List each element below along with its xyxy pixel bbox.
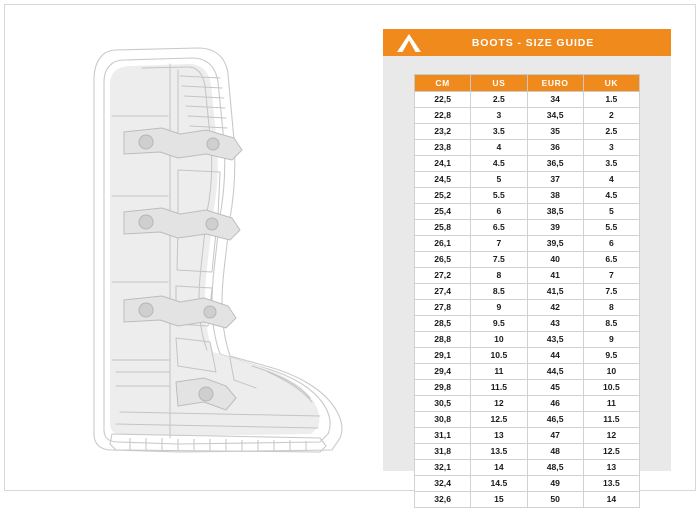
table-row [415,428,640,444]
table-cell: 10 [471,332,527,348]
table-row [415,188,640,204]
table-cell: 42 [527,300,583,316]
table-cell: 9 [471,300,527,316]
table-cell: 2.5 [583,124,639,140]
table-cell: 15 [471,492,527,508]
table-cell: 8.5 [583,316,639,332]
table-cell: 7 [583,268,639,284]
table-cell: 29,4 [415,364,471,380]
table-row [415,268,640,284]
table-row [415,172,640,188]
table-cell: 50 [527,492,583,508]
table-cell: 23,8 [415,140,471,156]
table-cell: 23,2 [415,124,471,140]
table-cell: 27,8 [415,300,471,316]
guide-title: BOOTS - SIZE GUIDE [471,36,595,49]
column-header-uk: UK [583,75,639,92]
table-cell: 11 [471,364,527,380]
table-row [415,300,640,316]
table-cell: 14.5 [471,476,527,492]
table-cell: 22,8 [415,108,471,124]
table-cell: 44 [527,348,583,364]
table-row [415,92,640,108]
table-cell: 9.5 [471,316,527,332]
table-cell: 47 [527,428,583,444]
table-row [415,412,640,428]
table-row [415,396,640,412]
table-row [415,124,640,140]
table-cell: 13 [471,428,527,444]
table-cell: 1.5 [583,92,639,108]
table-cell: 31,8 [415,444,471,460]
table-cell: 22,5 [415,92,471,108]
table-cell: 9.5 [583,348,639,364]
table-cell: 8 [583,300,639,316]
table-cell: 48,5 [527,460,583,476]
table-cell: 48 [527,444,583,460]
table-cell: 13 [583,460,639,476]
table-cell: 6 [471,204,527,220]
size-guide-header [383,29,671,56]
table-cell: 14 [471,460,527,476]
table-cell: 5 [471,172,527,188]
table-cell: 11 [583,396,639,412]
table-cell: 4.5 [583,188,639,204]
table-cell: 41 [527,268,583,284]
table-cell: 6.5 [583,252,639,268]
size-table-body [415,92,640,508]
table-row [415,492,640,508]
table-row [415,204,640,220]
table-cell: 36 [527,140,583,156]
table-cell: 3 [471,108,527,124]
table-cell: 11.5 [583,412,639,428]
table-cell: 45 [527,380,583,396]
table-cell: 34,5 [527,108,583,124]
table-cell: 10.5 [583,380,639,396]
table-cell: 32,6 [415,492,471,508]
table-cell: 29,8 [415,380,471,396]
table-cell: 3 [583,140,639,156]
table-cell: 7.5 [583,284,639,300]
table-cell: 39 [527,220,583,236]
table-cell: 6.5 [471,220,527,236]
table-cell: 7 [471,236,527,252]
table-row [415,284,640,300]
table-row [415,220,640,236]
table-cell: 7.5 [471,252,527,268]
table-cell: 37 [527,172,583,188]
table-row [415,236,640,252]
table-row [415,380,640,396]
table-cell: 27,2 [415,268,471,284]
table-cell: 43,5 [527,332,583,348]
table-row [415,332,640,348]
table-cell: 49 [527,476,583,492]
table-cell: 44,5 [527,364,583,380]
table-row [415,444,640,460]
table-cell: 12 [471,396,527,412]
table-cell: 43 [527,316,583,332]
table-cell: 32,1 [415,460,471,476]
table-row [415,156,640,172]
table-row [415,252,640,268]
table-cell: 27,4 [415,284,471,300]
table-cell: 29,1 [415,348,471,364]
size-table [414,74,640,508]
table-cell: 10.5 [471,348,527,364]
table-row [415,316,640,332]
table-cell: 38 [527,188,583,204]
table-cell: 30,5 [415,396,471,412]
table-row [415,348,640,364]
table-cell: 11.5 [471,380,527,396]
table-cell: 28,5 [415,316,471,332]
table-row [415,108,640,124]
table-cell: 14 [583,492,639,508]
table-cell: 34 [527,92,583,108]
table-cell: 46 [527,396,583,412]
table-cell: 3.5 [471,124,527,140]
table-cell: 39,5 [527,236,583,252]
column-header-euro: EURO [527,75,583,92]
table-cell: 24,1 [415,156,471,172]
brand-logo-icon [383,29,435,56]
table-cell: 12.5 [583,444,639,460]
table-cell: 25,2 [415,188,471,204]
table-cell: 26,5 [415,252,471,268]
table-cell: 25,8 [415,220,471,236]
table-cell: 32,4 [415,476,471,492]
column-header-cm: CM [415,75,471,92]
table-cell: 5 [583,204,639,220]
table-row [415,364,640,380]
table-cell: 36,5 [527,156,583,172]
table-cell: 8.5 [471,284,527,300]
table-cell: 5.5 [583,220,639,236]
column-header-us: US [471,75,527,92]
table-cell: 46,5 [527,412,583,428]
table-cell: 35 [527,124,583,140]
table-cell: 12.5 [471,412,527,428]
table-cell: 26,1 [415,236,471,252]
table-cell: 2.5 [471,92,527,108]
table-cell: 10 [583,364,639,380]
table-cell: 4.5 [471,156,527,172]
table-cell: 5.5 [471,188,527,204]
table-row [415,140,640,156]
table-cell: 8 [471,268,527,284]
table-cell: 13.5 [471,444,527,460]
size-table-wrap [383,56,671,508]
table-cell: 4 [471,140,527,156]
table-cell: 31,1 [415,428,471,444]
table-cell: 3.5 [583,156,639,172]
table-header-row [415,75,640,92]
table-cell: 25,4 [415,204,471,220]
table-cell: 13.5 [583,476,639,492]
table-cell: 40 [527,252,583,268]
table-cell: 30,8 [415,412,471,428]
table-cell: 4 [583,172,639,188]
table-row [415,460,640,476]
table-cell: 24,5 [415,172,471,188]
boot-illustration [20,20,370,475]
table-cell: 41,5 [527,284,583,300]
size-guide-panel [383,29,671,504]
table-cell: 6 [583,236,639,252]
table-cell: 38,5 [527,204,583,220]
table-cell: 12 [583,428,639,444]
table-row [415,476,640,492]
table-cell: 9 [583,332,639,348]
table-cell: 2 [583,108,639,124]
table-cell: 28,8 [415,332,471,348]
